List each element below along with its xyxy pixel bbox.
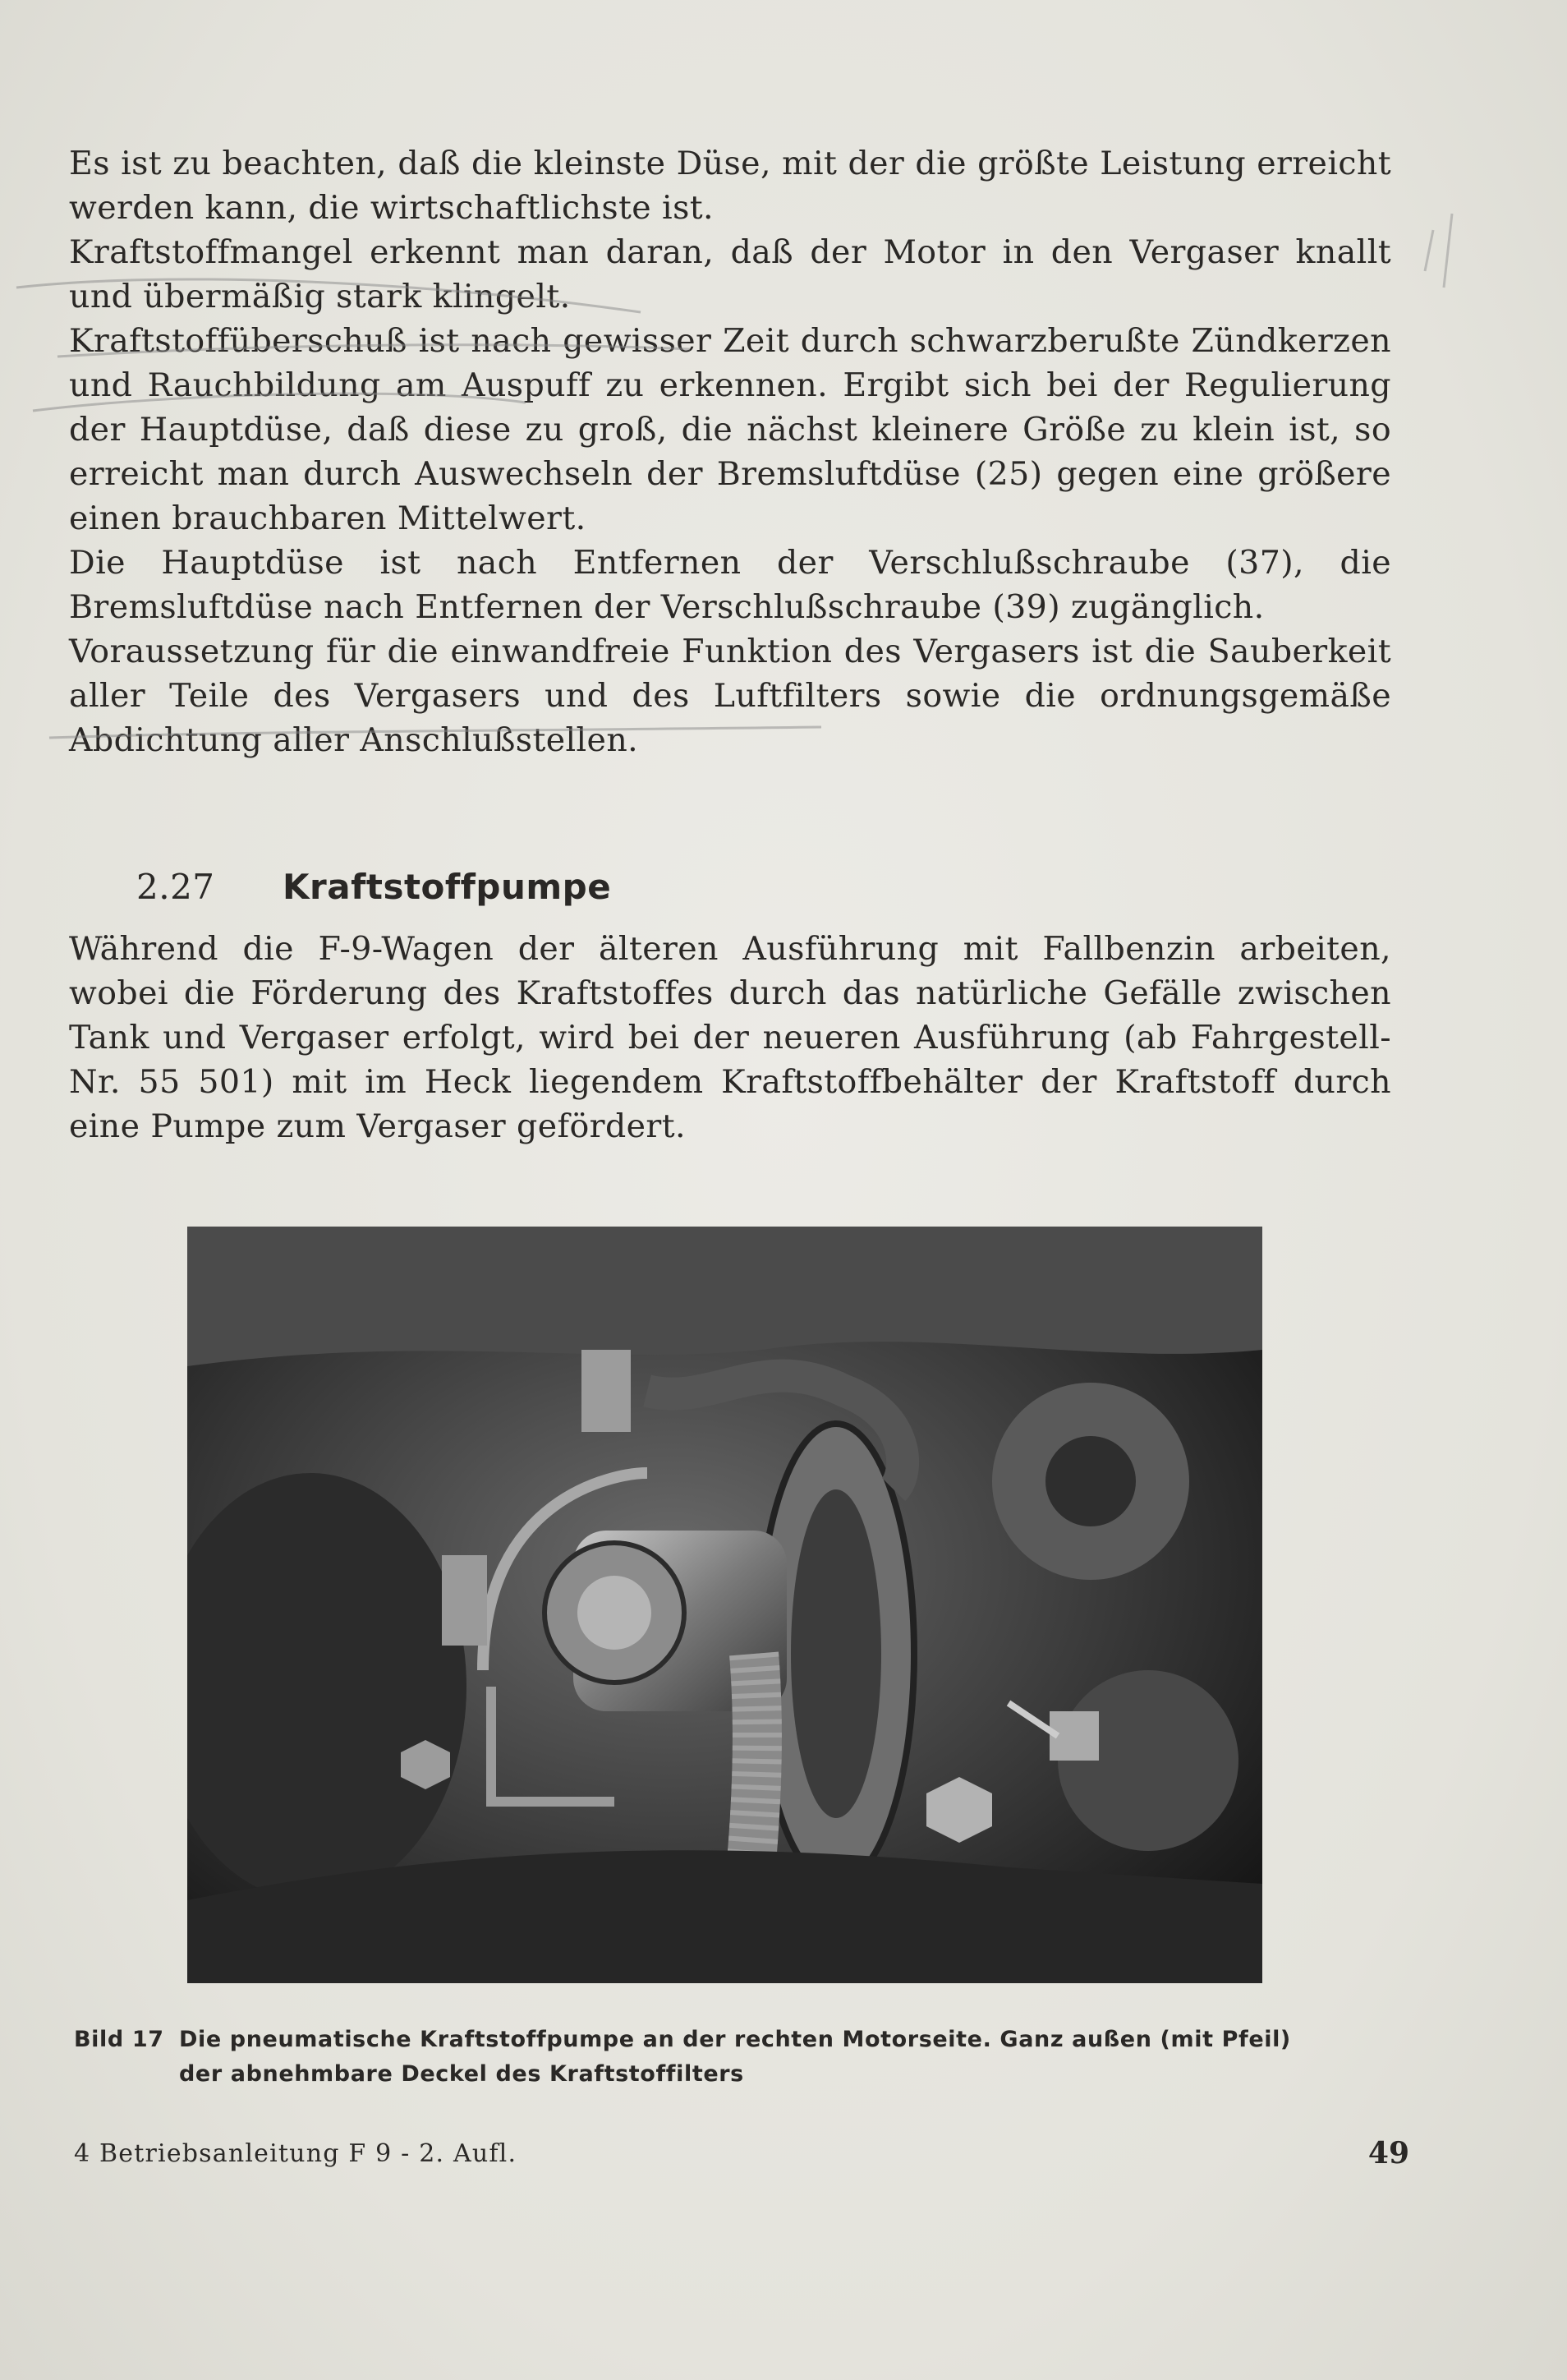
fuel-pump-photo-illustration	[187, 1227, 1262, 1983]
section-heading	[136, 867, 611, 907]
caption-line-1: Die pneumatische Kraftstoffpumpe an der rechten Motorseite. Ganz außen (mit Pfeil)	[179, 2027, 1291, 2052]
paragraph: Kraftstoffüberschuß ist nach gewisser Zeit durch schwarzberußte Zündkerzen und Rauchbildung am Auspuff zu erkennen. Ergibt sich bei der Regulierung der Hauptdüse, daß diese zu groß, die nächst kleinere Größe zu klein ist, so erreicht man durch Auswechseln der Bremsluftdüse (25) gegen eine größere einen brauchbaren Mittelwert.	[69, 322, 1391, 537]
section-number: 2.27	[136, 867, 215, 907]
figure-caption	[74, 2023, 1413, 2092]
paragraph: Kraftstoffmangel erkennt man daran, daß der Motor in den Vergaser knallt und übermäßig stark klingelt.	[69, 233, 1391, 315]
footer-signature: 4 Betriebsanleitung F 9 - 2. Aufl.	[74, 2139, 517, 2168]
caption-line-2: der abnehmbare Deckel des Kraftstoffilters	[179, 2061, 744, 2087]
section-title: Kraftstoffpumpe	[283, 867, 612, 907]
figure-label: Bild 17	[74, 2027, 164, 2052]
paragraph: Die Hauptdüse ist nach Entfernen der Verschlußschraube (37), die Bremsluftdüse nach Entfernen der Verschlußschraube (39) zugänglich.	[69, 544, 1391, 626]
engine-photo	[187, 1227, 1262, 1983]
paragraph: Während die F-9-Wagen der älteren Ausführung mit Fallbenzin arbeiten, wobei die Förderung des Kraftstoffes durch das natürliche Gefälle zwischen Tank und Vergaser erfolgt, wird bei der neueren Ausführung (ab Fahrgestell-Nr. 55 501) mit im Heck liegendem Kraftstoffbehälter der Kraftstoff durch eine Pumpe zum Vergaser gefördert.	[69, 930, 1391, 1145]
paragraph: Es ist zu beachten, daß die kleinste Düse, mit der die größte Leistung erreicht werden kann, die wirtschaftlichste ist.	[69, 145, 1391, 227]
body-text-top	[69, 141, 1391, 762]
paragraph: Voraussetzung für die einwandfreie Funktion des Vergasers ist die Sauberkeit aller Teile des Vergasers und des Luftfilters sowie die ordnungsgemäße Abdichtung aller Anschlußstellen.	[69, 633, 1391, 759]
body-text-section	[69, 927, 1391, 1149]
page-number: 49	[1367, 2136, 1409, 2171]
